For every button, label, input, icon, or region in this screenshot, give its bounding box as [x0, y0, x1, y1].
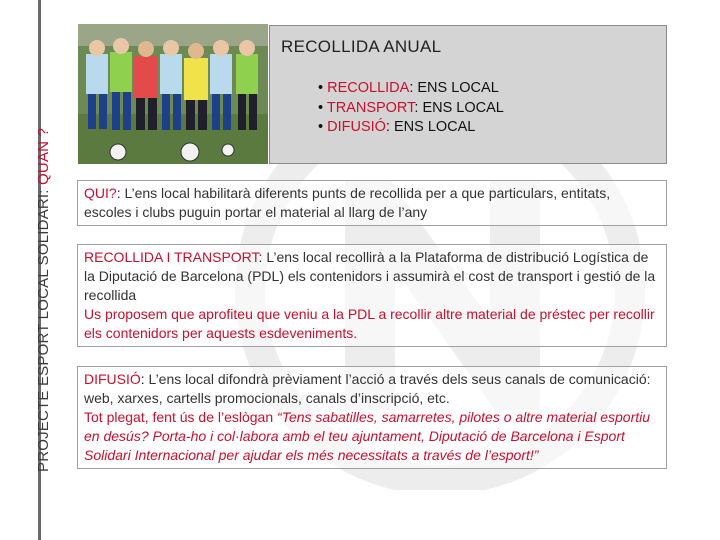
- difusio-slogan-paragraph: [84, 408, 660, 465]
- side-title-main: PROJECTE ESPORT LOCAL SOLIDARI:: [35, 184, 52, 472]
- summary-item-transport: [318, 99, 504, 119]
- slogan-intro: Tot plegat, fent ús de l’eslògan: [84, 409, 278, 425]
- side-title-accent: QUAN ?: [35, 127, 52, 185]
- recollida-paragraph: [84, 248, 660, 305]
- summary-item-label: TRANSPORT: [326, 99, 415, 116]
- qui-paragraph: [84, 184, 660, 222]
- qui-box: [77, 180, 667, 226]
- vertical-project-title: [35, 128, 52, 472]
- qui-text: L’ens local habilitarà diferents punts de recollida per a que particulars, entitats, escoles i clubs puguin portar el material al llarg de l’any: [84, 185, 611, 220]
- summary-item-difusio: [318, 118, 504, 138]
- summary-item-value: : ENS LOCAL: [385, 119, 476, 135]
- summary-item-recollida: [318, 79, 504, 99]
- summary-item-label: DIFUSIÓ: [327, 119, 386, 135]
- summary-title: RECOLLIDA ANUAL: [281, 37, 442, 56]
- difusio-paragraph: [84, 370, 660, 408]
- bullet: •: [318, 119, 328, 135]
- difusio-text: L’ens local difondrà prèviament l’acció a través dels seus canals de comunicació: web, xarxes, cartells promocionals, canals d’inscripció, etc.: [84, 371, 651, 406]
- summary-box: [269, 25, 667, 164]
- bullet: •: [318, 80, 328, 96]
- recollida-label: RECOLLIDA I TRANSPORT:: [84, 249, 263, 265]
- slogan-text: “Tens sabatilles, samarretes, pilotes o altre material esportiu en desús? Porta-ho i col·labora amb el teu ajuntament, Diputació de Barcelona i Esport Solidari Internacional per ajudar els més necessitats a través de l’esport!”: [84, 409, 651, 463]
- recollida-note: Us proposem que aprofiteu que veniu a la PDL a recollir altre material de préstec per recollir els contenidors per aquests esdeveniments.: [84, 306, 655, 341]
- qui-label: QUI?:: [84, 185, 121, 201]
- bullet: •: [318, 99, 327, 116]
- summary-item-label: RECOLLIDA: [327, 80, 410, 96]
- recollida-text: L’ens local recollirà a la Plataforma de distribució Logística de la Diputació de Barcelona (PDL) els contenidors i assumirà el cost de transport i gestió de la recollida: [84, 249, 656, 303]
- recollida-transport-box: [77, 244, 667, 347]
- summary-item-value: : ENS LOCAL: [409, 80, 499, 96]
- children-football-photo: [78, 24, 268, 164]
- summary-list: [318, 79, 504, 138]
- summary-item-value: : ENS LOCAL: [414, 99, 504, 116]
- difusio-label: DIFUSIÓ:: [84, 371, 145, 387]
- difusio-box: [77, 366, 667, 469]
